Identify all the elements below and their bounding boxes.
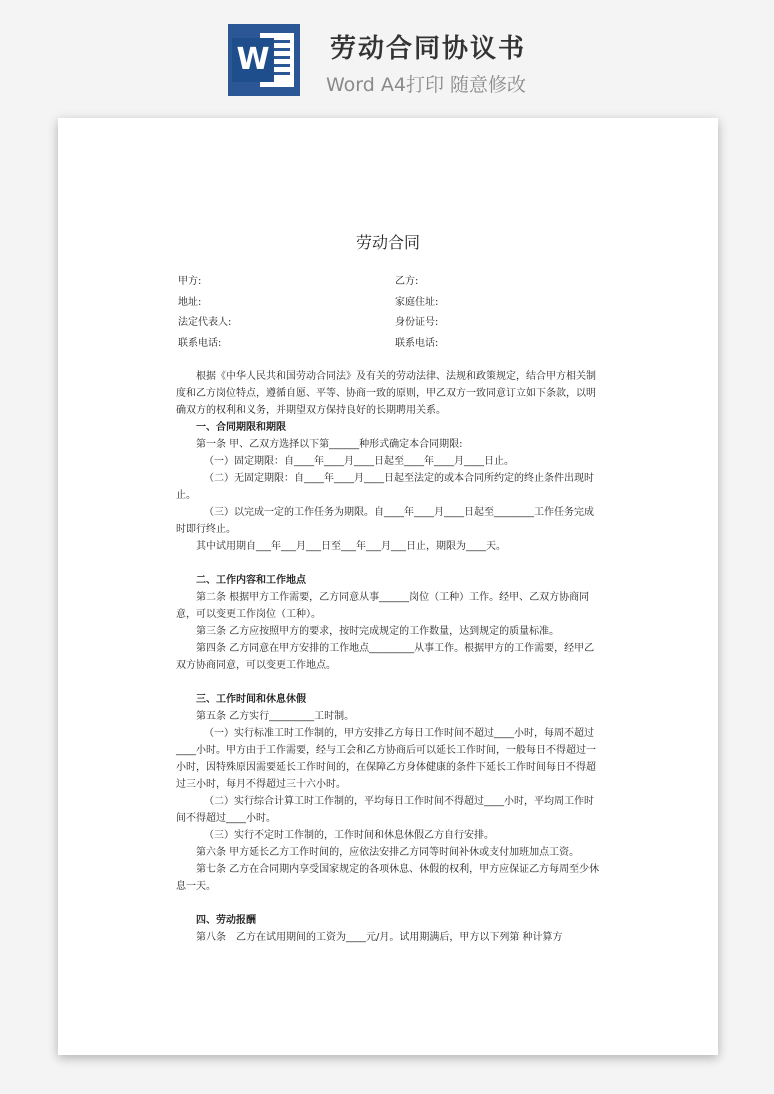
paragraph: 其中试用期自___年___月___日至___年___月___日止，期限为____天。: [196, 541, 506, 552]
paragraph: 第六条 甲方延长乙方工作时间的，应依法安排乙方同等时间补休或支付加班加点工资。: [196, 847, 580, 858]
paragraph: 第八条 乙方在试用期间的工资为____元/月。试用期满后，甲方以下列第 种计算方: [196, 932, 563, 943]
paragraph: （三）实行不定时工作制的，工作时间和休息休假乙方自行安排。: [204, 830, 494, 841]
paragraph: 根据《中华人民共和国劳动合同法》及有关的劳动法律、法规和政策规定，结合甲方相关制度和乙方岗位特点，遵循自愿、平等、协商一致的原则，甲乙双方一致同意订立如下条款，以明确双方的权利和义务，并期望双方保持良好的长期聘用关系。: [176, 371, 596, 416]
party-left-label: 地址:: [178, 296, 202, 308]
party-row: [178, 272, 598, 293]
party-right-label: 联系电话:: [395, 337, 439, 349]
paragraph-gap: [176, 555, 602, 572]
paragraph: 第五条 乙方实行_________工时制。: [196, 711, 355, 722]
paragraph: （二）实行综合计算工时工作制的，平均每日工作时间不得超过____小时，平均周工作时间不得超过____小时。: [176, 796, 594, 824]
section-heading: 三、工作时间和休息休假: [196, 694, 306, 705]
party-left-label: 法定代表人:: [178, 317, 232, 328]
page-header: [0, 0, 774, 110]
paragraph: 第二条 根据甲方工作需要，乙方同意从事______岗位（工种）工作。经甲、乙双方协商同意，可以变更工作岗位（工种）。: [176, 592, 590, 620]
word-letter: W: [232, 38, 274, 82]
paragraph: （三）以完成一定的工作任务为期限。自____年____月____日起至________工作任务完成时即行终止。: [176, 507, 594, 535]
paragraph: 第七条 乙方在合同期内享受国家规定的各项休息、休假的权利，甲方应保证乙方每周至少休息一天。: [176, 864, 600, 892]
party-right-label: 乙方:: [395, 276, 419, 287]
party-row: [178, 293, 598, 314]
paragraph: 第三条 乙方应按照甲方的要求，按时完成规定的工作数量，达到规定的质量标准。: [196, 626, 560, 637]
party-row: [178, 313, 598, 334]
party-right-label: 家庭住址:: [395, 296, 439, 308]
section-heading: 四、劳动报酬: [196, 915, 256, 926]
party-left-label: 联系电话:: [178, 337, 222, 349]
document-body: [176, 368, 602, 946]
paragraph: （一）实行标准工时工作制的，甲方安排乙方每日工作时间不超过____小时，每周不超过____小时。甲方由于工作需要，经与工会和乙方协商后可以延长工作时间，一般每日不得超过一小时，因特殊原因需要延长工作时间的，在保障乙方身体健康的条件下延长工作时间每日不得超过三小时，每月不得超过三十六小时。: [176, 728, 596, 790]
paragraph-gap: [176, 895, 602, 912]
section-heading: 二、工作内容和工作地点: [196, 575, 306, 586]
word-icon: [228, 24, 300, 96]
party-row: [178, 334, 598, 355]
document-page: [58, 118, 718, 1055]
header-subtitle: Word A4打印 随意修改: [326, 74, 527, 96]
party-info: [178, 272, 598, 354]
paragraph: 第一条 甲、乙双方选择以下第______种形式确定本合同期限:: [196, 439, 463, 450]
document-title: 劳动合同: [355, 233, 420, 252]
party-right-label: 身份证号:: [395, 317, 439, 328]
header-title: 劳动合同协议书: [330, 34, 527, 64]
section-heading: 一、合同期限和期限: [196, 422, 286, 433]
paragraph: 第四条 乙方同意在甲方安排的工作地点_________从事工作。根据甲方的工作需要，经甲乙双方协商同意，可以变更工作地点。: [176, 643, 595, 671]
party-left-label: 甲方:: [178, 276, 202, 287]
paragraph-gap: [176, 674, 602, 691]
paragraph: （二）无固定期限：自____年____月____日起至法定的或本合同所约定的终止条件出现时止。: [176, 473, 594, 501]
paragraph: （一）固定期限：自____年____月____日起至____年____月____日止。: [204, 456, 514, 467]
